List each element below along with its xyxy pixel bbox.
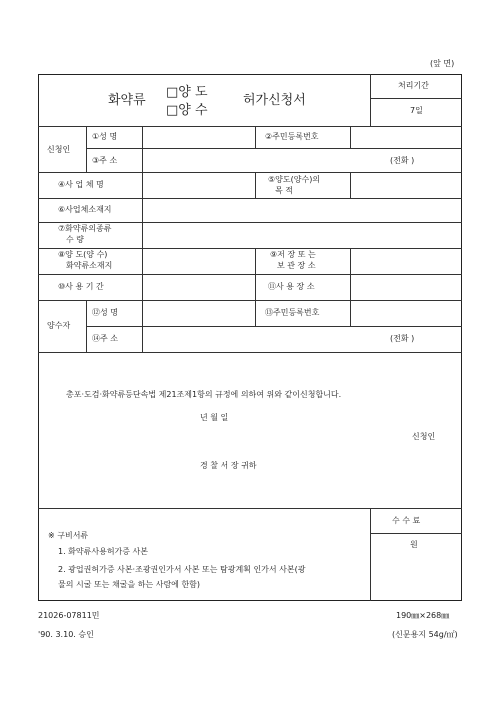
option-transfer-checkbox[interactable]: □양 도 <box>166 85 208 100</box>
rule-app-regno-right <box>350 126 351 148</box>
rule-statement-bottom <box>38 508 462 509</box>
applicant-section-label: 신청인 <box>47 145 71 154</box>
rule-app-bottom <box>38 172 462 173</box>
rule-purpose-left <box>255 172 256 198</box>
rule-fee-mid <box>370 533 462 534</box>
application-date: 년 월 일 <box>200 413 229 422</box>
fee-unit: 원 <box>410 540 418 549</box>
rule-kind-bottom <box>38 248 462 249</box>
rule-recv-label <box>142 300 143 352</box>
form-title-prefix: 화약류 <box>108 93 146 108</box>
rule-biz-name-bottom <box>38 198 462 199</box>
applicant-signature-label: 신청인 <box>412 432 436 441</box>
processing-period-value: 7일 <box>410 106 423 115</box>
option-receive-checkbox[interactable]: □양 수 <box>166 103 208 118</box>
rule-app-section <box>86 126 87 172</box>
required-document-item-1: 1. 화약류사용허가증 사본 <box>58 547 148 556</box>
rule-proc-mid <box>370 98 462 99</box>
rule-recv-regno-right <box>350 300 351 326</box>
receiver-name-label: ⑫성 명 <box>92 308 118 317</box>
applicant-regno-label: ②주민등록번호 <box>265 132 319 141</box>
rule-site-bottom <box>38 274 462 275</box>
fee-label: 수 수 료 <box>392 516 421 525</box>
explosive-site-label-line1: ⑧양 도(양 수) <box>58 250 108 259</box>
rule-period-bottom <box>38 300 462 301</box>
explosive-site-label-line2: 화약류소재지 <box>66 261 113 270</box>
rule-recv-section <box>86 300 87 352</box>
required-document-item-2-line2: 물의 시굴 또는 채굴을 하는 사람에 한함) <box>58 580 201 589</box>
processing-period-label: 처리기간 <box>398 81 429 90</box>
addressee-label: 경 찰 서 장 귀하 <box>200 461 257 470</box>
business-name-label: ④사 업 체 명 <box>58 180 104 189</box>
receiver-section-label: 양수자 <box>47 321 71 330</box>
rule-recv-regno-left <box>255 300 256 326</box>
receiver-phone-label: (전화 ) <box>390 334 415 343</box>
applicant-phone-label: (전화 ) <box>390 156 415 165</box>
rule-location-bottom <box>38 222 462 223</box>
approval-date: '90. 3.10. 승인 <box>38 630 94 639</box>
rule-mid-label <box>142 172 143 300</box>
rule-app-regno-left <box>255 126 256 148</box>
paper-size: 190㎜×268㎜ <box>396 611 450 620</box>
receiver-address-label: ⑭주 소 <box>92 334 118 343</box>
purpose-label-line1: ⑤양도(양수)의 <box>268 175 321 184</box>
required-document-item-2-line1: 2. 광업권허가증 사본·조광권인가서 사본 또는 탐광계획 인가서 사본(광 <box>58 565 306 574</box>
rule-proc-left <box>370 74 371 126</box>
form-code: 21026-07811민 <box>38 611 100 620</box>
rule-recv-bottom <box>38 352 462 353</box>
paper-spec: (신문용지 54g/㎡) <box>392 630 458 639</box>
usage-period-label: ⑩사 용 기 간 <box>58 282 104 291</box>
page-side-note: (앞 면) <box>430 59 455 68</box>
rule-app-label <box>142 126 143 172</box>
form-title-suffix: 허가신청서 <box>243 93 306 108</box>
application-statement: 총포·도검·화약류등단속법 제21조제1항의 규정에 의하여 위와 같이신청합니다. <box>66 390 342 399</box>
rule-storage-left <box>255 248 256 300</box>
storage-label-line1: ⑨저 장 또 는 <box>270 250 316 259</box>
applicant-name-label: ①성 명 <box>92 132 118 141</box>
purpose-label-line2: 목 적 <box>275 186 293 195</box>
business-location-label: ⑥사업체소재지 <box>58 205 112 214</box>
explosive-kind-label-line2: 수 량 <box>66 235 84 244</box>
explosive-kind-label-line1: ⑦화약류의종류 <box>58 224 112 233</box>
rule-storage-right <box>350 248 351 300</box>
applicant-address-label: ③주 소 <box>92 156 118 165</box>
rule-purpose-right <box>350 172 351 198</box>
storage-label-line2: 보 관 장 소 <box>277 261 316 270</box>
receiver-regno-label: ⑬주민등록번호 <box>265 308 320 317</box>
required-documents-header: ※ 구비서류 <box>48 531 89 540</box>
usage-place-label: ⑪사 용 장 소 <box>268 282 315 291</box>
rule-title-bottom <box>38 126 462 127</box>
rule-fee-left <box>370 508 371 601</box>
